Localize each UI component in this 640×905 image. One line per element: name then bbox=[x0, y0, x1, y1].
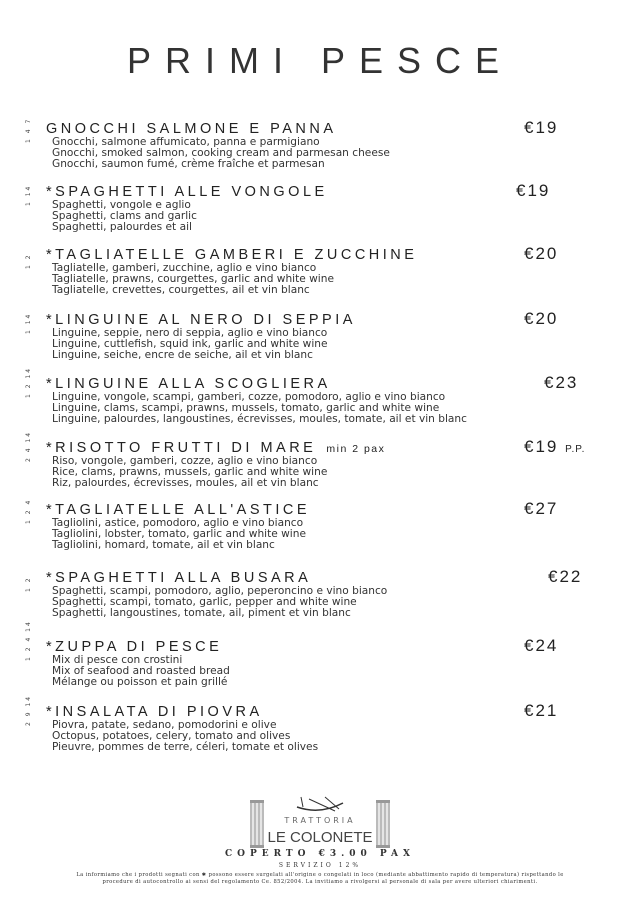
allergen-codes bbox=[24, 184, 38, 206]
dish-description bbox=[52, 655, 230, 688]
price-text: €20 bbox=[524, 309, 559, 328]
description-line: Gnocchi, salmone affumicato, panna e parmigiano bbox=[52, 136, 320, 148]
price-text: €22 bbox=[548, 567, 583, 586]
dish-name bbox=[46, 639, 222, 655]
dish-price bbox=[524, 245, 558, 263]
description-line: Linguine, seppie, nero di seppia, aglio e vino bianco bbox=[52, 327, 328, 339]
dish-name-text: *INSALATA DI PIOVRA bbox=[46, 704, 263, 720]
description-line: Rice, clams, prawns, mussels, garlic and white wine bbox=[52, 466, 328, 478]
dish-name bbox=[46, 502, 310, 518]
description-line: Tagliolini, homard, tomate, ail et vin blanc bbox=[52, 539, 275, 551]
description-line: Mix di pesce con crostini bbox=[52, 654, 183, 666]
description-line: Piovra, patate, sedano, pomodorini e olive bbox=[52, 719, 277, 731]
allergen-codes bbox=[24, 694, 38, 726]
dish-price bbox=[524, 310, 558, 328]
dish-description bbox=[52, 392, 467, 425]
dish-name bbox=[46, 704, 263, 720]
allergen-codes-text: 1 2 4 bbox=[25, 498, 32, 524]
allergen-codes bbox=[24, 430, 38, 462]
allergen-codes-text: 1 14 bbox=[25, 184, 32, 206]
price-text: €24 bbox=[524, 636, 559, 655]
dish-name bbox=[46, 184, 328, 200]
frozen-disclaimer: La informiamo che i prodotti segnati con ✱ possono essere surgelati all'origine o congelati in loco (mediante abbattimento rapido di temperatura) rispettando le procedure di autocontrollo ai sensi del regolamento Ce. 852/2004. La invitiamo a rivolgersi al personale di sala per avere ulteriori chiarimenti. bbox=[76, 872, 564, 885]
allergen-codes-text: 1 14 bbox=[25, 312, 32, 334]
description-line: Linguine, seiche, encre de seiche, ail et vin blanc bbox=[52, 349, 313, 361]
allergen-codes-text: 2 4 14 bbox=[25, 430, 32, 462]
price-text: €27 bbox=[524, 499, 559, 518]
coperto-text: COPERTO €3.00 PAX bbox=[224, 849, 416, 859]
description-line: Spaghetti, palourdes et ail bbox=[52, 221, 192, 233]
dish-name-text: *LINGUINE ALLA SCOGLIERA bbox=[46, 376, 331, 392]
dish-name-text: *SPAGHETTI ALLE VONGOLE bbox=[46, 184, 328, 200]
price-text: €19 bbox=[524, 437, 559, 456]
dish-name-text: *ZUPPA DI PESCE bbox=[46, 639, 223, 655]
dish-description bbox=[52, 456, 327, 489]
dish-name bbox=[46, 570, 311, 586]
dish-name-text: GNOCCHI SALMONE E PANNA bbox=[46, 121, 337, 137]
description-line: Mélange ou poisson et pain grillé bbox=[52, 676, 228, 688]
dish-name-text: *SPAGHETTI ALLA BUSARA bbox=[46, 570, 312, 586]
dish-price bbox=[548, 568, 582, 586]
description-line: Pieuvre, pommes de terre, céleri, tomate et olives bbox=[52, 741, 319, 753]
description-line: Gnocchi, smoked salmon, cooking cream and parmesan cheese bbox=[52, 147, 390, 159]
description-line: Tagliatelle, gamberi, zucchine, aglio e vino bianco bbox=[52, 262, 317, 274]
allergen-codes bbox=[24, 498, 38, 524]
dish-description bbox=[52, 137, 390, 170]
allergen-codes-text: 1 2 4 14 bbox=[25, 620, 32, 661]
description-line: Octopus, potatoes, celery, tomato and olives bbox=[52, 730, 291, 742]
dish-description bbox=[52, 518, 306, 551]
allergen-codes bbox=[24, 247, 38, 269]
dish-name bbox=[46, 312, 356, 328]
dish-name-text: *LINGUINE AL NERO DI SEPPIA bbox=[46, 312, 356, 328]
dish-price bbox=[516, 182, 550, 200]
dish-price bbox=[524, 637, 558, 655]
price-text: €21 bbox=[524, 701, 559, 720]
logo-name: LE COLONETE bbox=[267, 829, 373, 846]
dish-description bbox=[52, 720, 318, 753]
description-line: Riz, palourdes, écrevisses, moules, ail et vin blanc bbox=[52, 477, 319, 489]
allergen-codes bbox=[24, 312, 38, 334]
dish-name-text: *TAGLIATELLE GAMBERI E ZUCCHINE bbox=[46, 247, 418, 263]
description-line: Riso, vongole, gamberi, cozze, aglio e vino bianco bbox=[52, 455, 318, 467]
description-line: Spaghetti, clams and garlic bbox=[52, 210, 197, 222]
dish-name-text: *TAGLIATELLE ALL'ASTICE bbox=[46, 502, 311, 518]
price-text: €19 bbox=[516, 181, 551, 200]
description-line: Tagliolini, astice, pomodoro, aglio e vino bianco bbox=[52, 517, 304, 529]
price-text: €19 bbox=[524, 118, 559, 137]
dish-price bbox=[524, 438, 585, 459]
description-line: Linguine, clams, scampi, prawns, mussels, tomato, garlic and white wine bbox=[52, 402, 440, 414]
allergen-codes-text: 1 2 14 bbox=[25, 366, 32, 398]
dish-name-text: *RISOTTO FRUTTI DI MARE bbox=[46, 440, 317, 456]
description-line: Linguine, cuttlefish, squid ink, garlic and white wine bbox=[52, 338, 328, 350]
price-text: €23 bbox=[544, 373, 579, 392]
gondola-icon bbox=[295, 793, 345, 815]
dish-description bbox=[52, 263, 334, 296]
dish-description bbox=[52, 586, 387, 619]
price-suffix: P.P. bbox=[565, 444, 586, 455]
description-line: Linguine, palourdes, langoustines, écrevisses, moules, tomate, ail et vin blanc bbox=[52, 413, 467, 425]
description-line: Spaghetti, scampi, tomato, garlic, pepper and white wine bbox=[52, 596, 357, 608]
allergen-codes-text: 2 9 14 bbox=[25, 694, 32, 726]
allergen-codes-text: 1 4 7 bbox=[25, 117, 32, 143]
page-title: PRIMI PESCE bbox=[126, 40, 514, 81]
allergen-codes-text: 1 2 bbox=[25, 576, 32, 592]
dish-price bbox=[524, 500, 558, 518]
description-line: Mix of seafood and roasted bread bbox=[52, 665, 230, 677]
dish-price bbox=[524, 119, 558, 137]
allergen-codes bbox=[24, 117, 38, 143]
description-line: Gnocchi, saumon fumé, crème fraîche et parmesan bbox=[52, 158, 325, 170]
dish-description bbox=[52, 200, 197, 233]
allergen-codes bbox=[24, 366, 38, 398]
price-text: €20 bbox=[524, 244, 559, 263]
description-line: Tagliatelle, prawns, courgettes, garlic and white wine bbox=[52, 273, 334, 285]
description-line: Tagliatelle, crevettes, courgettes, ail et vin blanc bbox=[52, 284, 310, 296]
allergen-codes-text: 1 2 bbox=[25, 253, 32, 269]
description-line: Spaghetti, vongole e aglio bbox=[52, 199, 191, 211]
description-line: Spaghetti, langoustines, tomate, ail, piment et vin blanc bbox=[52, 607, 351, 619]
description-line: Tagliolini, lobster, tomato, garlic and white wine bbox=[52, 528, 306, 540]
dish-price bbox=[544, 374, 578, 392]
dish-price bbox=[524, 702, 558, 720]
dish-note: min 2 pax bbox=[326, 443, 386, 455]
allergen-codes bbox=[24, 570, 38, 592]
dish-description bbox=[52, 328, 328, 361]
logo-subtitle: TRATTORIA bbox=[284, 816, 356, 825]
description-line: Linguine, vongole, scampi, gamberi, cozze, pomodoro, aglio e vino bianco bbox=[52, 391, 446, 403]
description-line: Spaghetti, scampi, pomodoro, aglio, peperoncino e vino bianco bbox=[52, 585, 388, 597]
allergen-codes bbox=[24, 620, 38, 661]
servizio-text: SERVIZIO 12% bbox=[278, 862, 362, 869]
dish-name bbox=[46, 121, 337, 137]
dish-name bbox=[46, 247, 417, 263]
dish-name bbox=[46, 376, 331, 392]
